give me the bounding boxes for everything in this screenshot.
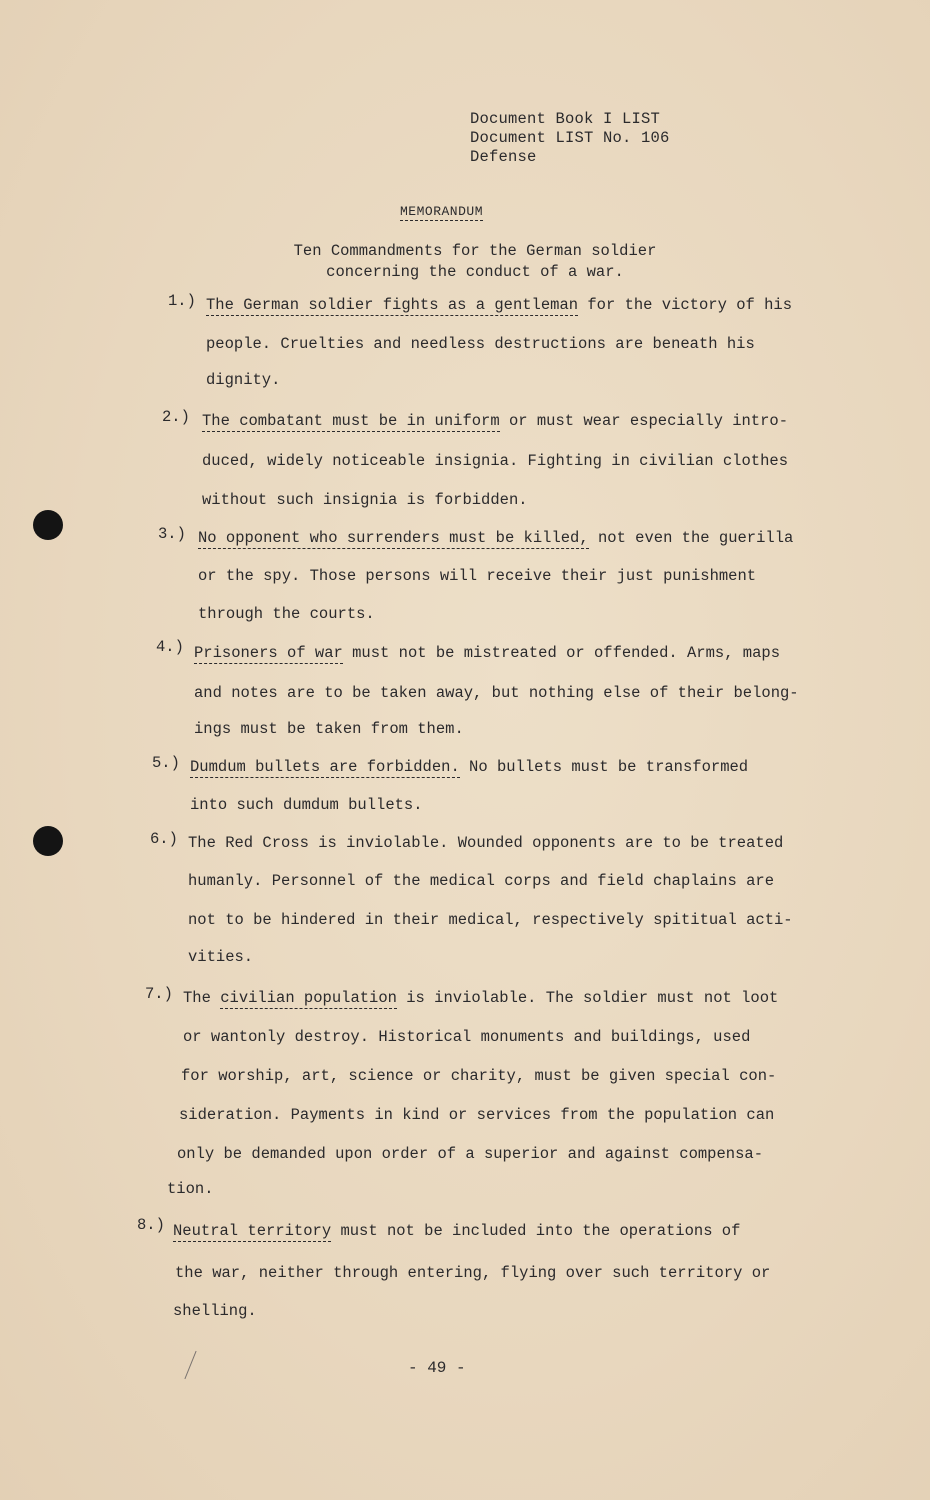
commandment-line: the war, neither through entering, flying over such territory or [175,1264,771,1282]
commandment-line [173,1222,740,1240]
commandment-line: duced, widely noticeable insignia. Fighting in civilian clothes [202,452,788,470]
commandment-line: sideration. Payments in kind or services from the population can [179,1106,775,1124]
page-number: - 49 - [408,1359,466,1377]
commandment-line: humanly. Personnel of the medical corps and field chaplains are [188,872,774,890]
commandment-text: No bullets must be transformed [459,758,749,776]
commandment-number: 4.) [156,638,184,656]
punch-hole [33,510,63,540]
commandment-number: 1.) [168,292,196,310]
commandment-text: or must wear especially intro- [499,412,789,430]
commandment-underlined: Dumdum bullets are forbidden. [190,758,460,776]
commandment-line: only be demanded upon order of a superior and against compensa- [177,1145,763,1163]
commandment-number: 8.) [137,1216,165,1234]
commandment-underlined: The combatant must be in uniform [202,412,500,430]
commandment-line: without such insignia is forbidden. [202,491,528,509]
commandment-number: 5.) [152,754,180,772]
commandment-underlined: No opponent who surrenders must be killed, [198,529,589,547]
commandment-underlined: The German soldier fights as a gentleman [206,296,579,314]
commandment-line: into such dumdum bullets. [190,796,423,814]
commandment-line: people. Cruelties and needless destructions are beneath his [206,335,755,353]
commandment-line: vities. [188,948,254,966]
commandment-line: The Red Cross is inviolable. Wounded opponents are to be treated [188,834,784,852]
commandment-line: or the spy. Those persons will receive their just punishment [198,567,757,585]
commandment-line [206,296,792,314]
commandment-text: The [183,989,221,1007]
commandment-line [198,529,793,547]
commandment-line: through the courts. [198,605,375,623]
commandment-line: tion. [167,1180,214,1198]
commandment-line [202,412,788,430]
commandment-underlined: civilian population [220,989,397,1007]
commandment-line [183,989,778,1007]
commandment-text: not even the guerilla [588,529,794,547]
header-line: Document Book I LIST [470,110,661,128]
commandment-underlined: Neutral territory [173,1222,332,1240]
header-line: Defense [470,148,537,166]
subtitle-line: Ten Commandments for the German soldier [293,242,657,260]
commandment-text: must not be included into the operations of [331,1222,741,1240]
commandment-text: for the victory of his [578,296,792,314]
commandment-text: is inviolable. The soldier must not loot [396,989,779,1007]
commandment-line: and notes are to be taken away, but nothing else of their belong- [194,684,799,702]
commandment-line: not to be hindered in their medical, respectively spititual acti- [188,911,793,929]
commandment-line: or wantonly destroy. Historical monuments and buildings, used [183,1028,751,1046]
commandment-number: 7.) [145,985,173,1003]
header-line: Document LIST No. 106 [470,129,670,147]
subtitle-line: concerning the conduct of a war. [326,263,624,281]
commandment-number: 6.) [150,830,178,848]
commandment-text: must not be mistreated or offended. Arms, maps [342,644,780,662]
commandment-line [190,758,748,776]
memorandum-subtitle [250,241,700,283]
commandment-line: shelling. [173,1302,257,1320]
commandment-line: dignity. [206,371,281,389]
document-header [470,110,670,167]
commandment-line: ings must be taken from them. [194,720,464,738]
commandment-underlined: Prisoners of war [194,644,343,662]
commandment-line [194,644,780,662]
commandment-number: 3.) [158,525,186,543]
pencil-mark [184,1351,196,1379]
punch-hole [33,826,63,856]
commandment-number: 2.) [162,408,190,426]
memorandum-title: MEMORANDUM [400,204,484,219]
commandment-line: for worship, art, science or charity, must be given special con- [181,1067,777,1085]
